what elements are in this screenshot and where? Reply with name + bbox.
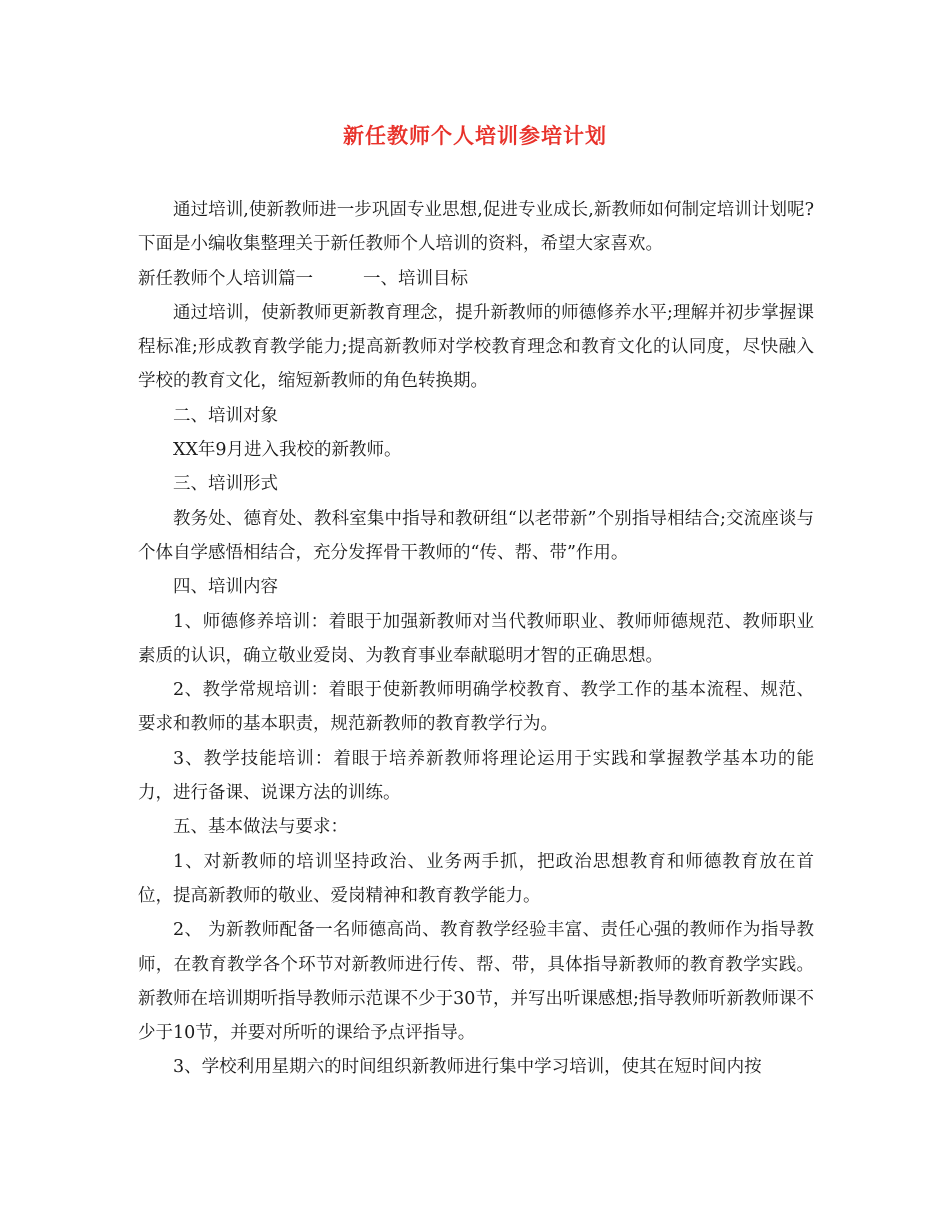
heading-requirements: 五、基本做法与要求： bbox=[173, 817, 348, 838]
content-item-3: 3、教学技能培训：着眼于培养新教师将理论运用于实践和掌握教学基本功的能力，进行备课、说课方法的训练。 bbox=[138, 748, 814, 804]
heading-training-target: 二、培训对象 bbox=[173, 405, 278, 426]
requirement-item-3: 3、学校利用星期六的时间组织新教师进行集中学习培训，使其在短时间内按 bbox=[173, 1057, 762, 1078]
section-label: 新任教师个人培训篇一 bbox=[138, 268, 313, 289]
section-line bbox=[138, 262, 814, 296]
heading-training-goal: 一、培训目标 bbox=[363, 268, 468, 289]
content-item-2: 2、教学常规培训：着眼于使新教师明确学校教育、教学工作的基本流程、规范、要求和教师的基本职责，规范新教师的教育教学行为。 bbox=[138, 680, 814, 735]
requirement-item-1: 1、对新教师的培训坚持政治、业务两手抓，把政治思想教育和师德教育放在首位，提高新教师的敬业、爱岗精神和教育教学能力。 bbox=[138, 851, 814, 906]
heading-training-form: 三、培训形式 bbox=[173, 474, 278, 495]
heading-training-content: 四、培训内容 bbox=[173, 577, 278, 598]
document-title: 新任教师个人培训参培计划 bbox=[343, 123, 607, 148]
content-item-1: 1、师德修养培训：着眼于加强新教师对当代教师职业、教师师德规范、教师职业素质的认识，确立敬业爱岗、为教育事业奉献聪明才智的正确思想。 bbox=[138, 611, 814, 666]
form-paragraph: 教务处、德育处、教科室集中指导和教研组“以老带新”个别指导相结合;交流座谈与个体自学感悟相结合，充分发挥骨干教师的“传、帮、带”作用。 bbox=[138, 508, 814, 563]
document-body bbox=[138, 193, 814, 1085]
target-paragraph: XX年9月进入我校的新教师。 bbox=[173, 440, 402, 461]
goal-paragraph: 通过培训，使新教师更新教育理念，提升新教师的师德修养水平;理解并初步掌握课程标准;形成教育教学能力;提高新教师对学校教育理念和教育文化的认同度，尽快融入学校的教育文化，缩短新教师的角色转换期。 bbox=[138, 302, 814, 392]
requirement-item-2: 2、 为新教师配备一名师德高尚、教育教学经验丰富、责任心强的教师作为指导教师，在教育教学各个环节对新教师进行传、帮、带，具体指导新教师的教育教学实践。 新教师在培训期听指导教师示范课不少于30节，并写出听课感想;指导教师听新教师课不少于10节，并要对所听的课给予点评指导。 bbox=[138, 920, 814, 1044]
intro-paragraph: 通过培训,使新教师进一步巩固专业思想,促进专业成长,新教师如何制定培训计划呢?下面是小编收集整理关于新任教师个人培训的资料，希望大家喜欢。 bbox=[138, 200, 814, 255]
